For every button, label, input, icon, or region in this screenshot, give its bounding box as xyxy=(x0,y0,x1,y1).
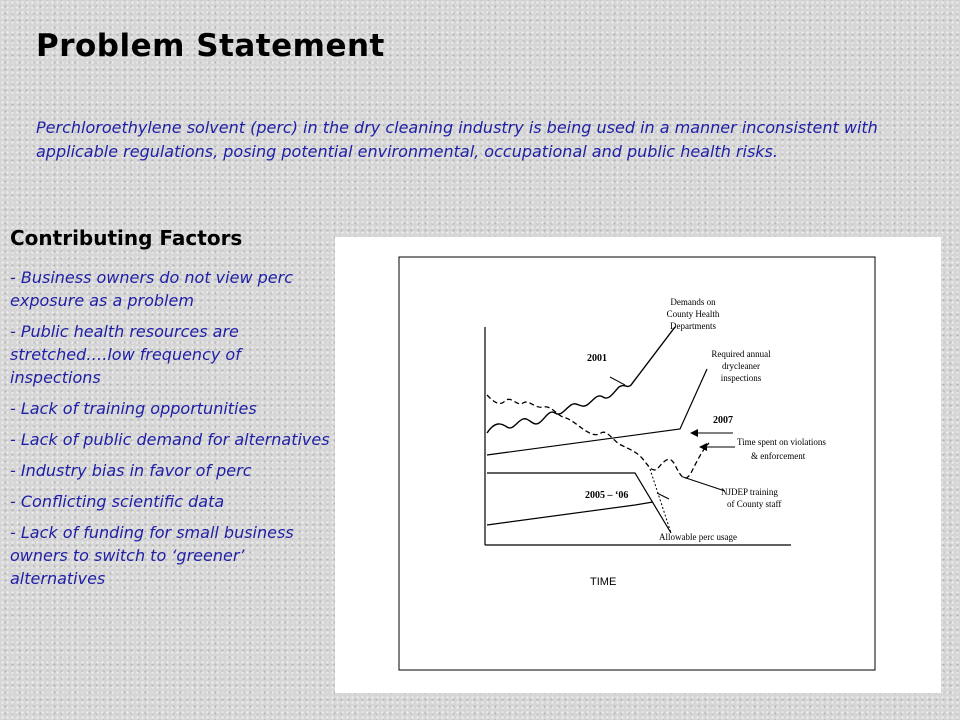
label-years-2005: 2005 – ‘06 xyxy=(585,490,629,501)
allowable-line xyxy=(487,502,653,525)
label-demands-1: Demands on xyxy=(670,297,716,307)
trend-diagram xyxy=(335,237,941,693)
problem-statement-text: Perchloroethylene solvent (perc) in the dry cleaning industry is being used in a manner inconsistent with applicable regulations, posing potential environmental, occupational and public health risks. xyxy=(36,118,878,161)
factor-item: - Business owners do not view perc exposure as a problem xyxy=(10,268,293,310)
factor-item: - Lack of funding for small business owners to switch to ‘greener’ alternatives xyxy=(10,523,294,588)
label-violations-2: & enforcement xyxy=(751,451,806,461)
factor-item: - Conflicting scientific data xyxy=(10,492,225,511)
label-year-2007: 2007 xyxy=(713,415,733,426)
label-inspections-1: Required annual xyxy=(711,349,771,359)
label-inspections-3: inspections xyxy=(720,373,762,383)
label-year-2001: 2001 xyxy=(587,353,607,364)
demands-line xyxy=(487,327,675,433)
label-training-2: of County staff xyxy=(727,499,782,509)
violations-line xyxy=(487,395,709,478)
label-demands-2: County Health xyxy=(666,309,720,319)
inspections-line xyxy=(487,369,707,455)
x-axis-label: TIME xyxy=(590,576,617,588)
label-violations-1: Time spent on violations xyxy=(737,437,826,447)
page-title: Problem Statement xyxy=(36,28,385,64)
diagram-frame xyxy=(399,257,875,670)
label-inspections-2: drycleaner xyxy=(722,361,760,371)
label-training-1: NJDEP training xyxy=(721,487,778,497)
factor-item: - Industry bias in favor of perc xyxy=(10,461,252,480)
contributing-factors-heading: Contributing Factors xyxy=(10,226,243,250)
label-demands-3: Departments xyxy=(670,321,716,331)
contributing-factors-list xyxy=(10,266,330,598)
label-allowable: Allowable perc usage xyxy=(659,532,737,542)
factor-item: - Lack of public demand for alternatives xyxy=(10,430,330,449)
factor-item: - Lack of training opportunities xyxy=(10,399,257,418)
factor-item: - Public health resources are stretched….low frequency of inspections xyxy=(10,322,241,387)
trend-diagram-panel xyxy=(335,237,941,693)
